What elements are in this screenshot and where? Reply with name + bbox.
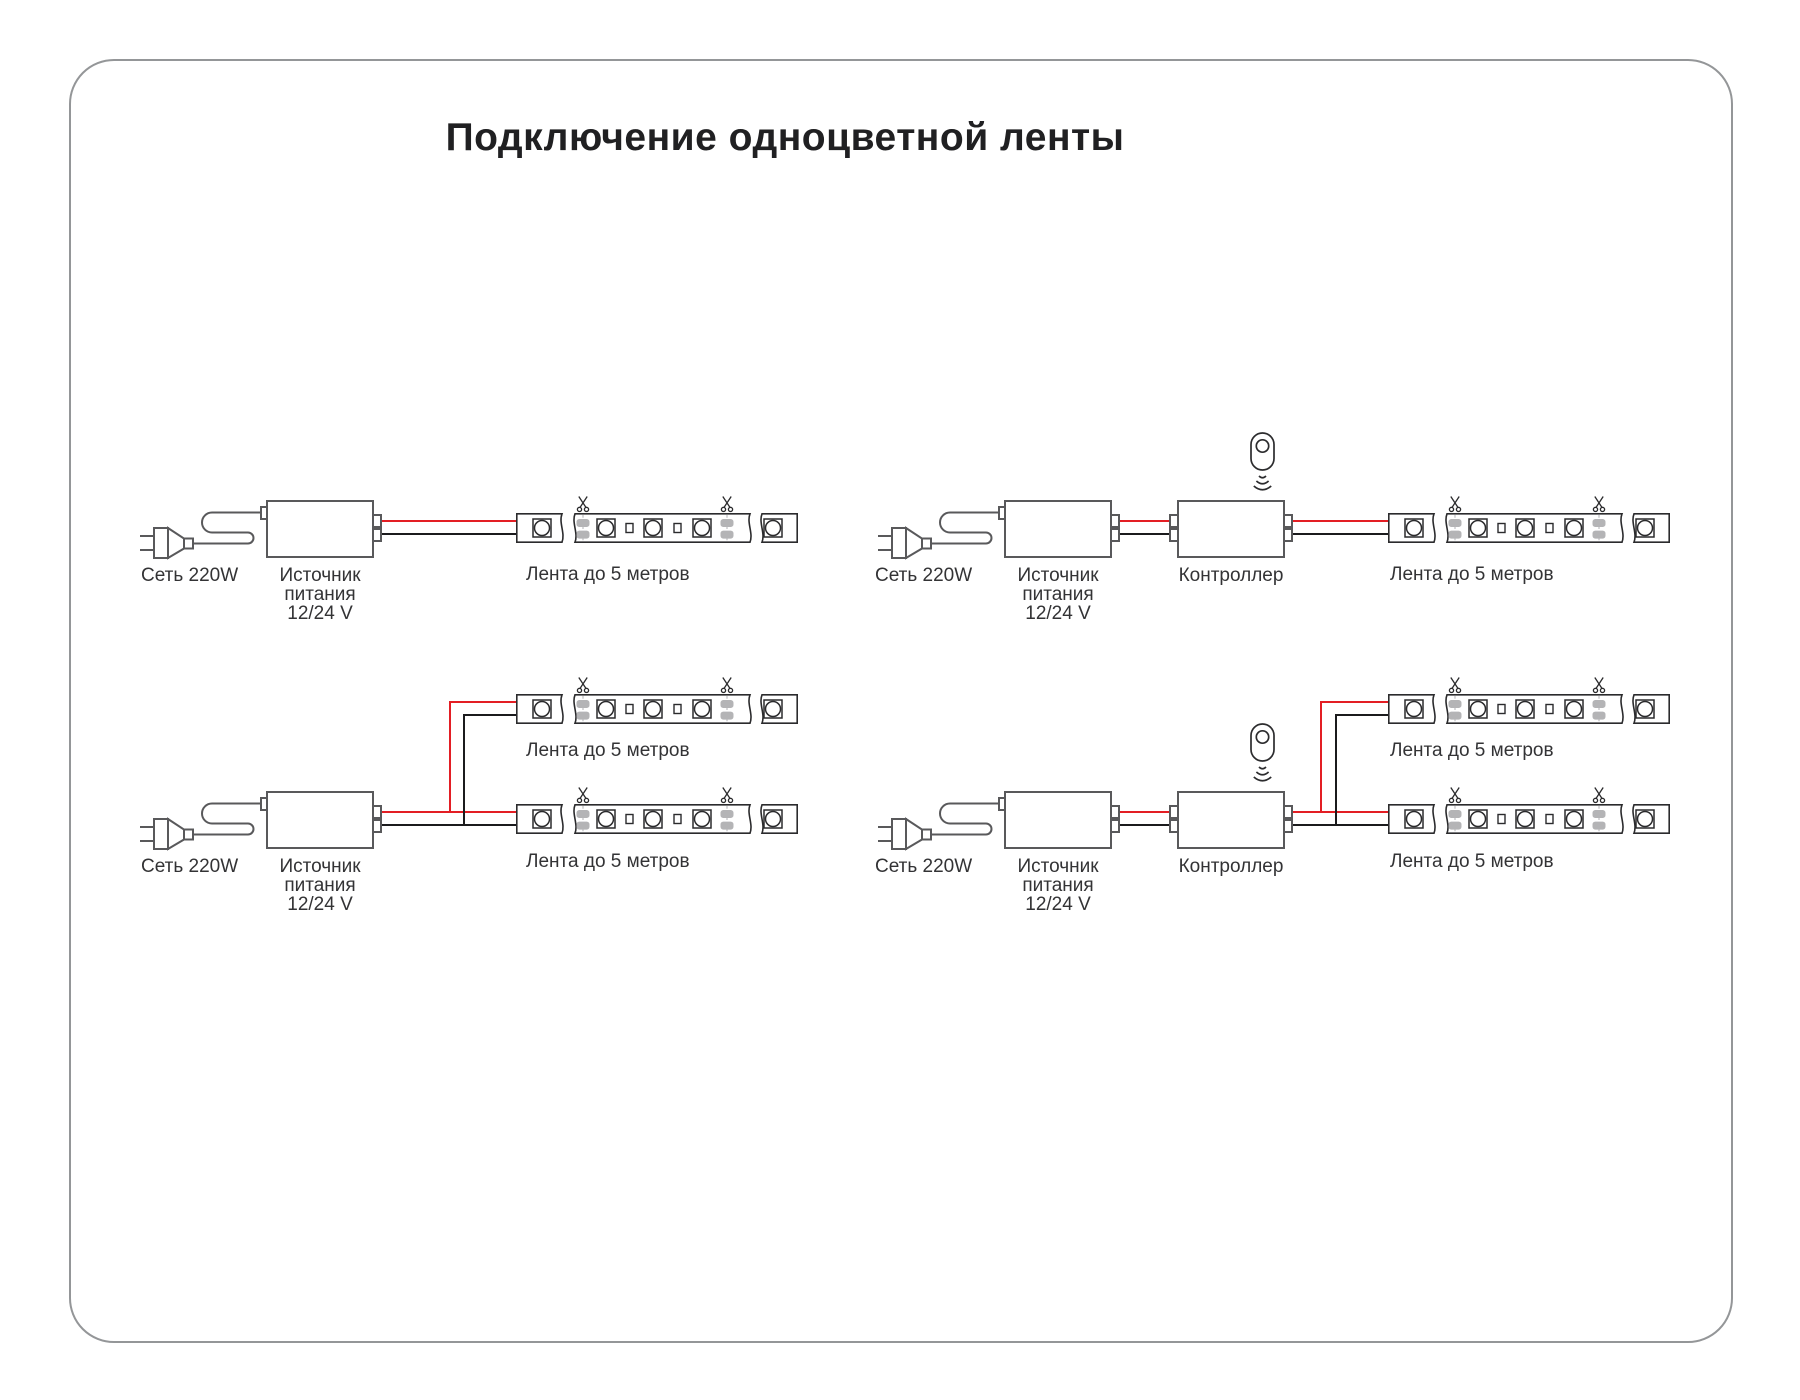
scissors-icon <box>1449 497 1460 512</box>
mains-label: Сеть 220W <box>875 565 973 586</box>
scissors-icon <box>721 788 732 803</box>
led-strip <box>1389 805 1669 833</box>
red-wire <box>381 702 522 812</box>
scissors-icon <box>721 678 732 693</box>
strip-label: Лента до 5 метров <box>1390 851 1554 872</box>
scheme-3-group <box>140 678 797 850</box>
controller-box <box>1170 792 1292 848</box>
strip-label: Лента до 5 метров <box>1390 740 1554 761</box>
scissors-icon <box>1593 788 1604 803</box>
led-strip <box>1389 695 1669 723</box>
plug-psu-unit <box>140 792 381 849</box>
psu-label-line2: питания <box>1022 875 1094 896</box>
led-strip <box>1389 514 1669 542</box>
voltage-label: 12/24 V <box>1025 894 1091 915</box>
scissors-icon <box>1593 497 1604 512</box>
scissors-icon <box>1449 678 1460 693</box>
strip-label: Лента до 5 метров <box>526 564 690 585</box>
plug-psu-unit <box>878 501 1119 558</box>
scissors-icon <box>721 497 732 512</box>
mains-label: Сеть 220W <box>875 856 973 877</box>
psu-label-line1: Источник <box>1017 565 1099 586</box>
scissors-icon <box>577 497 588 512</box>
page-title: Подключение одноцветной ленты <box>445 116 1125 159</box>
strip-label: Лента до 5 метров <box>526 851 690 872</box>
psu-label-line1: Источник <box>1017 856 1099 877</box>
strip-label: Лента до 5 метров <box>526 740 690 761</box>
led-strip <box>517 805 797 833</box>
scissors-icon <box>577 788 588 803</box>
scheme-1-group <box>140 497 797 559</box>
scheme-4-group <box>878 678 1669 850</box>
voltage-label: 12/24 V <box>1025 603 1091 624</box>
led-strip <box>517 695 797 723</box>
strip-label: Лента до 5 метров <box>1390 564 1554 585</box>
black-wire <box>381 715 522 825</box>
controller-box <box>1170 501 1292 557</box>
psu-label-line1: Источник <box>279 856 361 877</box>
voltage-label: 12/24 V <box>287 603 353 624</box>
remote-icon <box>1251 433 1274 490</box>
scissors-icon <box>1449 788 1460 803</box>
psu-label-line2: питания <box>284 875 356 896</box>
mains-label: Сеть 220W <box>141 856 239 877</box>
voltage-label: 12/24 V <box>287 894 353 915</box>
scheme-2-group <box>878 433 1669 558</box>
controller-label: Контроллер <box>1178 856 1284 877</box>
scissors-icon <box>1593 678 1604 693</box>
plug-psu-unit <box>878 792 1119 849</box>
psu-label-line1: Источник <box>279 565 361 586</box>
remote-icon <box>1251 724 1274 781</box>
controller-label: Контроллер <box>1178 565 1284 586</box>
psu-label-line2: питания <box>1022 584 1094 605</box>
scissors-icon <box>577 678 588 693</box>
led-strip <box>517 514 797 542</box>
plug-psu-unit <box>140 501 381 558</box>
mains-label: Сеть 220W <box>141 565 239 586</box>
psu-label-line2: питания <box>284 584 356 605</box>
